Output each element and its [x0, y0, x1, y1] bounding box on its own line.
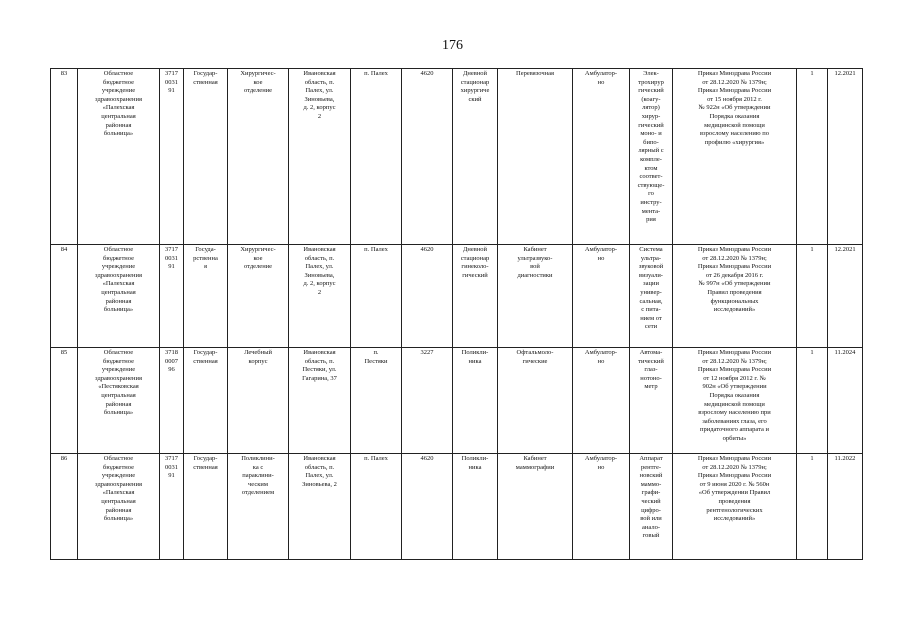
date-cell: 12.2021: [828, 245, 863, 348]
locality-cell: п. Палех: [351, 69, 402, 245]
organization-cell: Областное бюджетное учреждение здравоохранения «Пестяковская центральная районная больница»: [78, 348, 160, 454]
organization-cell: Областное бюджетное учреждение здравоохранения «Палехская центральная районная больница»: [78, 245, 160, 348]
organization-cell: Областное бюджетное учреждение здравоохранения «Палехская центральная районная больница»: [78, 69, 160, 245]
equipment-cell: Элек- трохирур гический (коагу- лятор) хирур- гический моно- и бипо- лярный с компле- ктом соответ- ствующе- го инстру- мента- рия: [630, 69, 673, 245]
index-cell: 4620: [402, 245, 453, 348]
equipment-registry-table: [50, 68, 863, 560]
department-cell: Поликлини- ка с параклини- ческим отделением: [228, 454, 289, 560]
legal-basis-cell: Приказ Минздрава России от 28.12.2020 № 1379н; Приказ Минздрава России от 15 ноября 2012 г. № 922н «Об утверждении Порядка оказания медицинской помощи взрослому населению по профилю «хирургия»: [673, 69, 797, 245]
row-number-cell: 86: [51, 454, 78, 560]
care-form-cell: Амбулатор- но: [573, 69, 630, 245]
legal-basis-cell: Приказ Минздрава России от 28.12.2020 № 1379н; Приказ Минздрава России от 12 ноября 2012 г. № 902н «Об утверждении Порядка оказания медицинской помощи взрослому населению при заболеваниях глаза, его придаточного аппарата и орбиты»: [673, 348, 797, 454]
code-cell: 3717 0031 91: [160, 245, 184, 348]
equipment-cell: Аппарат рентге- новский маммо- графи- ческий цифро- вой или анало- говый: [630, 454, 673, 560]
care-form-cell: Амбулатор- но: [573, 245, 630, 348]
index-cell: 4620: [402, 454, 453, 560]
care-form-cell: Амбулатор- но: [573, 348, 630, 454]
equipment-cell: Система ультра- звуковой визуали- зации универ- сальная, с пита- нием от сети: [630, 245, 673, 348]
page-number: 176: [442, 38, 463, 53]
ownership-cell: Государ- ственная: [184, 348, 228, 454]
legal-basis-cell: Приказ Минздрава России от 28.12.2020 № 1379н; Приказ Минздрава России от 9 июня 2020 г. № 560н «Об утверждении Правил проведения рентгенологических исследований»: [673, 454, 797, 560]
address-cell: Ивановская область, п. Палех, ул. Зиновьева, д. 2, корпус 2: [289, 245, 351, 348]
department-cell: Хирургичес- кое отделение: [228, 245, 289, 348]
locality-cell: п. Пестяки: [351, 348, 402, 454]
index-cell: 4620: [402, 69, 453, 245]
department-cell: Лечебный корпус: [228, 348, 289, 454]
department-cell: Хирургичес- кое отделение: [228, 69, 289, 245]
table-row: [51, 69, 863, 245]
address-cell: Ивановская область, п. Палех, ул. Зиновьева, 2: [289, 454, 351, 560]
row-number-cell: 85: [51, 348, 78, 454]
code-cell: 3718 0007 96: [160, 348, 184, 454]
legal-basis-cell: Приказ Минздрава России от 28.12.2020 № 1379н; Приказ Минздрава России от 26 декабря 2016 г. № 997н «Об утверждении Правил проведения функциональных исследований»: [673, 245, 797, 348]
organization-cell: Областное бюджетное учреждение здравоохранения «Палехская центральная районная больница»: [78, 454, 160, 560]
ownership-cell: Государ- ственная: [184, 69, 228, 245]
care-form-cell: Амбулатор- но: [573, 454, 630, 560]
date-cell: 11.2022: [828, 454, 863, 560]
ownership-cell: Государ- ственная: [184, 454, 228, 560]
room-cell: Офтальмоло- гические: [498, 348, 573, 454]
room-cell: Кабинет ультразвуко- вой диагностики: [498, 245, 573, 348]
row-number-cell: 83: [51, 69, 78, 245]
table-row: [51, 454, 863, 560]
care-condition-cell: Дневной стационар гинеколо- гический: [453, 245, 498, 348]
row-number-cell: 84: [51, 245, 78, 348]
room-cell: Кабинет маммографии: [498, 454, 573, 560]
table-row: [51, 348, 863, 454]
quantity-cell: 1: [797, 454, 828, 560]
room-cell: Перевязочная: [498, 69, 573, 245]
code-cell: 3717 0031 91: [160, 454, 184, 560]
care-condition-cell: Поликли- ника: [453, 454, 498, 560]
quantity-cell: 1: [797, 245, 828, 348]
equipment-cell: Автома- тический глаз- нотоно- метр: [630, 348, 673, 454]
ownership-cell: Госуда- рственна я: [184, 245, 228, 348]
address-cell: Ивановская область, п. Палех, ул. Зиновьева, д. 2, корпус 2: [289, 69, 351, 245]
locality-cell: п. Палех: [351, 245, 402, 348]
date-cell: 12.2021: [828, 69, 863, 245]
care-condition-cell: Поликли- ника: [453, 348, 498, 454]
code-cell: 3717 0031 91: [160, 69, 184, 245]
quantity-cell: 1: [797, 69, 828, 245]
date-cell: 11.2024: [828, 348, 863, 454]
locality-cell: п. Палех: [351, 454, 402, 560]
table-row: [51, 245, 863, 348]
index-cell: 3227: [402, 348, 453, 454]
care-condition-cell: Дневной стационар хирургиче ский: [453, 69, 498, 245]
address-cell: Ивановская область, п. Пестяки, ул. Гагарина, 37: [289, 348, 351, 454]
quantity-cell: 1: [797, 348, 828, 454]
